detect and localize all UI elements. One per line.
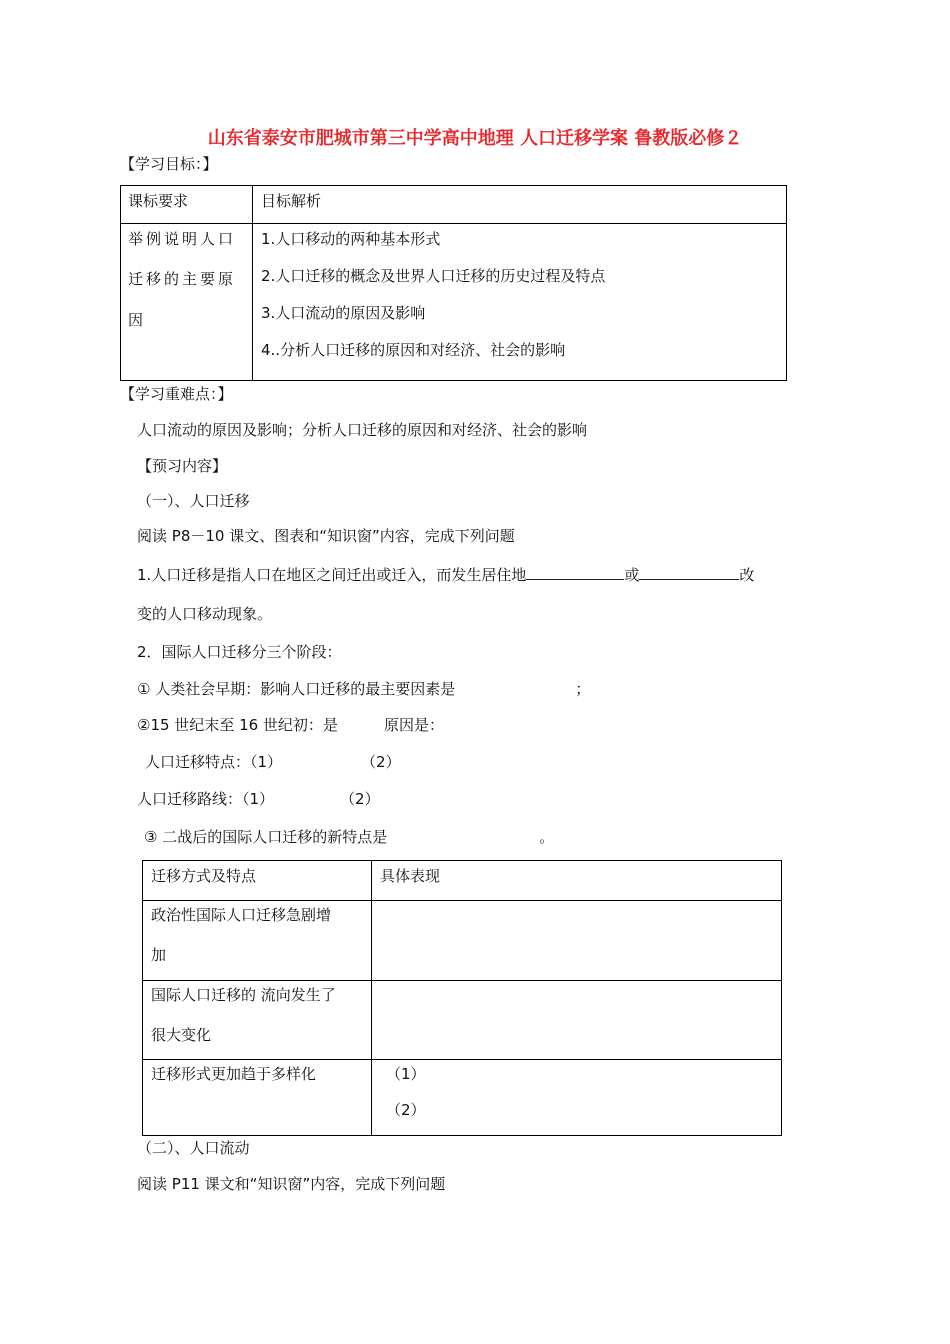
stage-1-text: ① 人类社会早期：影响人口迁移的最主要因素是 bbox=[137, 680, 456, 698]
features-item-2: （2） bbox=[361, 753, 401, 771]
goals-heading: 【学习目标：】 bbox=[120, 155, 218, 173]
goals-header-right: 目标解析 bbox=[261, 192, 322, 210]
key-text: 人口流动的原因及影响；分析人口迁移的原因和对经济、社会的影响 bbox=[137, 421, 588, 439]
goals-item-1: 1.人口移动的两种基本形式 bbox=[261, 230, 441, 248]
stage-3-text: ③ 二战后的国际人口迁移的新特点是 bbox=[144, 828, 388, 846]
answer-blank-2[interactable] bbox=[639, 565, 739, 580]
stage-3 bbox=[144, 828, 554, 846]
postwar-row1-answer-cell[interactable] bbox=[372, 901, 782, 981]
migration-features bbox=[145, 753, 401, 771]
postwar-row3-item-2: （2） bbox=[386, 1101, 426, 1119]
postwar-row3-answer-cell[interactable] bbox=[372, 1060, 782, 1136]
stage-2 bbox=[137, 716, 444, 734]
postwar-header-left-cell bbox=[143, 861, 372, 901]
question-1-text: 1.人口迁移是指人口在地区之间迁出或迁入，而发生居住地 bbox=[137, 566, 527, 584]
question-1-or: 或 bbox=[624, 566, 640, 584]
migration-routes bbox=[137, 790, 380, 808]
key-heading: 【学习重难点：】 bbox=[120, 385, 233, 403]
goals-item-4: 4..分析人口迁移的原因和对经济、社会的影响 bbox=[261, 341, 566, 359]
postwar-row3-item-1: （1） bbox=[386, 1065, 426, 1083]
postwar-header-left: 迁移方式及特点 bbox=[151, 867, 257, 885]
document-title: 山东省泰安市肥城市第三中学高中地理 人口迁移学案 鲁教版必修２ bbox=[207, 128, 743, 149]
postwar-row1-left-cell bbox=[143, 901, 372, 981]
question-2: 2．国际人口迁移分三个阶段： bbox=[137, 643, 342, 661]
preview-heading: 【预习内容】 bbox=[137, 457, 228, 475]
question-1 bbox=[137, 565, 754, 584]
answer-blank-1[interactable] bbox=[526, 565, 624, 580]
goals-header-left: 课标要求 bbox=[128, 192, 189, 210]
goals-standard-cell bbox=[121, 224, 253, 381]
section2-read: 阅读 P11 课文和“知识窗”内容，完成下列问题 bbox=[137, 1175, 446, 1193]
postwar-table bbox=[142, 860, 782, 1136]
routes-label: 人口迁移路线：（1） bbox=[137, 790, 275, 808]
postwar-row1-line-2: 加 bbox=[151, 946, 167, 964]
stage-1-end: ； bbox=[575, 680, 591, 698]
goals-analysis-cell bbox=[253, 224, 787, 381]
section1-read: 阅读 P8－10 课文、图表和“知识窗”内容，完成下列问题 bbox=[137, 527, 515, 545]
stage-1 bbox=[137, 680, 590, 698]
postwar-header-right: 具体表现 bbox=[380, 867, 441, 885]
question-1-line-2: 变的人口移动现象。 bbox=[137, 605, 273, 623]
postwar-row3-left-cell bbox=[143, 1060, 372, 1136]
section1-heading: （一）、人口迁移 bbox=[137, 492, 250, 510]
goals-item-3: 3.人口流动的原因及影响 bbox=[261, 304, 426, 322]
goals-header-right-cell bbox=[253, 186, 787, 224]
postwar-header-right-cell bbox=[372, 861, 782, 901]
goals-item-2: 2.人口迁移的概念及世界人口迁移的历史过程及特点 bbox=[261, 267, 606, 285]
section2-heading: （二）、人口流动 bbox=[137, 1139, 250, 1157]
postwar-row2-line-2: 很大变化 bbox=[151, 1026, 212, 1044]
goals-standard-line-1: 举例说明人口 bbox=[128, 230, 237, 248]
routes-item-2: （2） bbox=[340, 790, 380, 808]
features-label: 人口迁移特点：（1） bbox=[145, 753, 283, 771]
stage-2-reason: 原因是： bbox=[383, 716, 444, 734]
postwar-row2-line-1: 国际人口迁移的 流向发生了 bbox=[151, 986, 336, 1004]
goals-header-left-cell bbox=[121, 186, 253, 224]
postwar-row2-left-cell bbox=[143, 981, 372, 1060]
stage-3-end: 。 bbox=[539, 828, 555, 846]
goals-standard-line-3: 因 bbox=[128, 311, 144, 329]
goals-standard-line-2: 迁移的主要原 bbox=[128, 270, 237, 288]
postwar-row3-label: 迁移形式更加趋于多样化 bbox=[151, 1065, 317, 1083]
postwar-row2-answer-cell[interactable] bbox=[372, 981, 782, 1060]
stage-2-text: ②15 世纪末至 16 世纪初：是 bbox=[137, 716, 338, 734]
postwar-row1-line-1: 政治性国际人口迁移急剧增 bbox=[151, 906, 332, 924]
goals-table bbox=[120, 185, 787, 381]
question-1-end: 改 bbox=[739, 566, 755, 584]
